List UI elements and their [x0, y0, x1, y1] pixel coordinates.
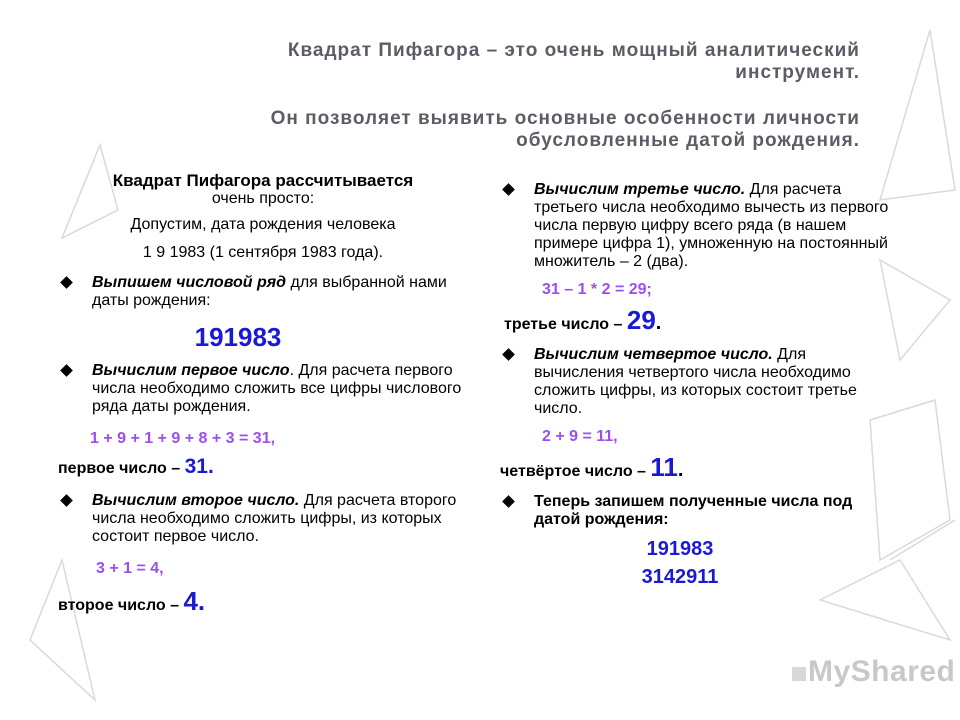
bullet-third	[500, 181, 900, 271]
result-third-value: 29	[626, 305, 656, 335]
bullet-diamond-icon	[60, 276, 73, 289]
bullet-first-bold: Вычислим первое число	[92, 362, 290, 379]
intro	[58, 172, 468, 208]
formula-third: 31 – 1 * 2 = 29;	[542, 281, 652, 298]
result-third	[500, 305, 900, 335]
result-fourth-label: четвёртое число –	[500, 463, 651, 480]
date-text: 1 9 1983 (1 сентября 1983 года).	[142, 244, 384, 261]
result-first-label: первое число –	[58, 460, 185, 477]
watermark-logo	[792, 655, 955, 689]
result-fourth-dot: .	[677, 459, 684, 481]
title-line-2: инструмент.	[735, 62, 860, 83]
title-line-4: обусловленные датой рождения.	[516, 130, 860, 151]
suppose-text: Допустим, дата рождения человека	[130, 216, 396, 233]
bullet-diamond-icon	[502, 183, 515, 196]
bullet-final	[500, 493, 900, 529]
bullet-fourth-text: Для вычисления четвертого числа необходимо сложить цифры, из которых состоит третье число.	[534, 346, 857, 417]
formula-first: 1 + 9 + 1 + 9 + 8 + 3 = 31,	[90, 430, 276, 447]
result-third-dot: .	[655, 312, 662, 334]
bullet-diamond-icon	[60, 364, 73, 377]
bullet-series	[58, 274, 468, 310]
bullet-diamond-icon	[60, 494, 73, 507]
bullet-third-text: Для расчета третьего числа необходимо вычесть из первого числа первую цифру всего ряда (в нашем примере цифра 1), умноженную на постоянный множитель – 2 (два).	[534, 181, 889, 270]
result-second	[58, 586, 468, 616]
formula-second: 3 + 1 = 4,	[96, 560, 164, 577]
title-line-3: Он позволяет выявить основные особенности личности	[270, 108, 860, 129]
logo-text: MyShared	[808, 655, 956, 688]
bullet-fourth	[500, 346, 900, 418]
bullet-final-bold: Теперь запишем полученные числа под датой рождения:	[534, 493, 853, 528]
result-first	[58, 455, 468, 478]
bullet-third-bold: Вычислим третье число.	[534, 181, 746, 198]
logo-square-icon	[792, 667, 806, 681]
intro-rest: очень просто:	[211, 190, 315, 207]
result-second-value: 4.	[183, 586, 206, 616]
final-series: 191983	[646, 538, 714, 560]
bullet-second	[58, 492, 468, 546]
final-numbers: 3142911	[641, 566, 719, 588]
result-third-label: третье число –	[504, 316, 627, 333]
slide-title	[100, 40, 860, 152]
series-number: 191983	[194, 322, 282, 352]
formula-fourth: 2 + 9 = 11,	[542, 428, 618, 445]
result-fourth-value: 11	[650, 452, 678, 482]
bullet-diamond-icon	[502, 348, 515, 361]
intro-bold: Квадрат Пифагора рассчитывается	[112, 171, 414, 190]
result-second-label: второе число –	[58, 597, 184, 614]
bullet-first	[58, 362, 468, 416]
bullet-first-text: . Для расчета первого числа необходимо сложить все цифры числового ряда даты рождения.	[92, 362, 462, 415]
bullet-second-bold: Вычислим второе число.	[92, 492, 300, 509]
right-column	[500, 181, 900, 591]
result-first-value: 31.	[184, 455, 214, 478]
bullet-series-text: для выбранной нами даты рождения:	[92, 274, 447, 309]
left-column	[58, 172, 468, 625]
bullet-second-text: Для расчета второго числа необходимо сложить цифры, из которых состоит первое число.	[92, 492, 457, 545]
title-line-1: Квадрат Пифагора – это очень мощный аналитический	[287, 40, 860, 61]
bullet-series-bold: Выпишем числовой ряд	[92, 274, 287, 291]
bullet-diamond-icon	[502, 495, 515, 508]
bullet-fourth-bold: Вычислим четвертое число.	[534, 346, 773, 363]
result-fourth	[500, 452, 900, 482]
